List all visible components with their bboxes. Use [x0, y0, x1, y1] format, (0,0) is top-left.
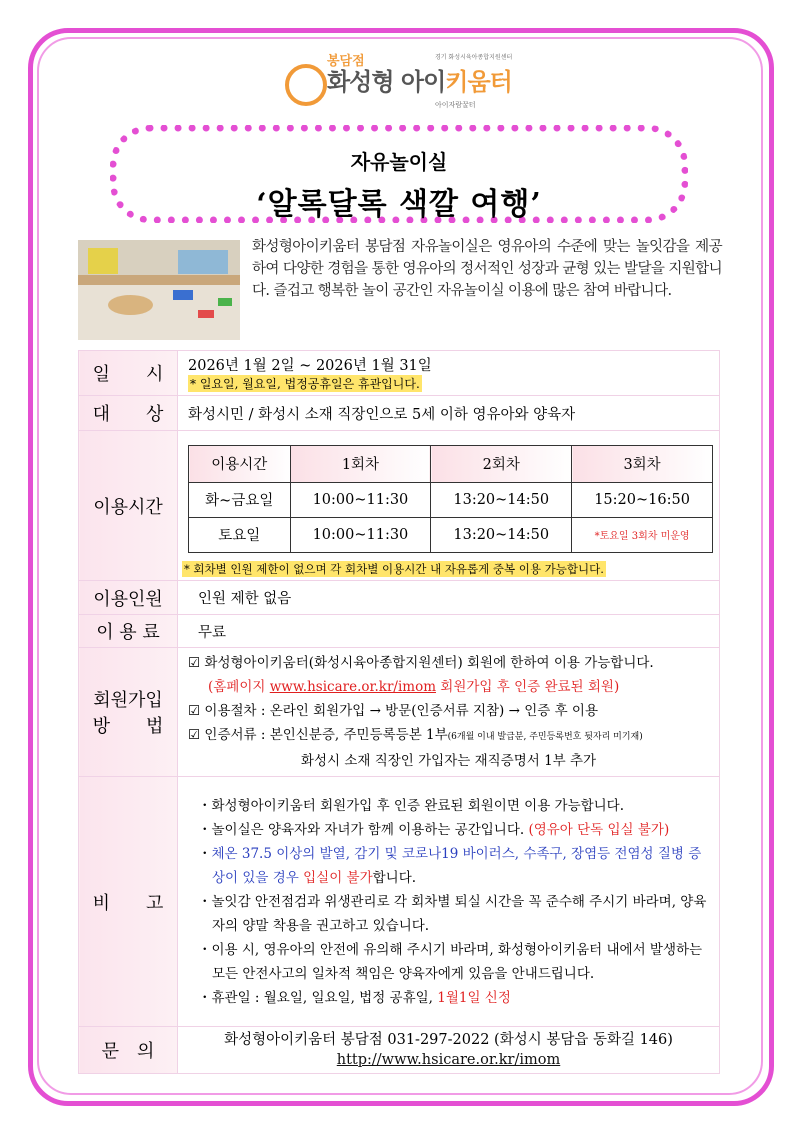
join-item: 화성시 소재 직장인 가입자는 재직증명서 1부 추가	[300, 753, 597, 769]
schedule-cell: 토요일	[189, 517, 291, 552]
label-join	[79, 648, 178, 777]
schedule-header: 이용시간	[189, 445, 291, 482]
schedule-cell: 13:20~14:50	[431, 482, 572, 517]
info-table	[78, 350, 720, 1074]
contact-info: 화성형아이키움터 봉담점 031-297-2022 (화성시 봉담읍 동화길 146)	[224, 1032, 673, 1048]
smiley-face-icon	[285, 64, 327, 106]
note-item: 화성형아이키움터 회원가입 후 인증 완료된 회원이면 이용 가능합니다.	[211, 797, 625, 814]
label-capacity: 이용인원	[79, 581, 178, 615]
logo-name-b: 키움터	[445, 68, 512, 96]
checkbox-icon: ☑	[188, 655, 201, 671]
note-item: 휴관일 : 월요일, 일요일, 법정 공휴일,	[211, 989, 438, 1006]
intro-text: 화성형아이키움터 봉담점 자유놀이실은 영유아의 수준에 맞는 놀잇감을 제공하여 다양한 경험을 통한 영유아의 정서적인 성장과 균형 있는 발달을 지원합니다. 즐겁고 행복한 놀이 공간인 자유놀이실 이용에 많은 참여 바랍니다.	[252, 239, 722, 299]
title-line2: ‘알록달록 색깔 여행’	[256, 187, 542, 222]
bullet: ・	[198, 797, 212, 814]
logo-name	[327, 68, 512, 96]
title-box	[110, 125, 688, 223]
join-item: 이용절차 : 온라인 회원가입 → 방문(인증서류 지참) → 인증 후 이용	[204, 703, 599, 719]
note-item: 놀잇감 안전점검과 위생관리로 각 회차별 퇴실 시간을 꼭 준수해 주시기 바라며, 양육자의 양말 착용을 권고하고 있습니다.	[211, 893, 707, 934]
schedule-cell: 13:20~14:50	[431, 517, 572, 552]
note-item: 이용 시, 영유아의 안전에 유의해 주시기 바라며, 화성형아이키움터 내에서 발생하는 모든 안전사고의 일차적 책임은 양육자에게 있음을 안내드립니다.	[211, 941, 703, 982]
label-contact: 문 의	[79, 1027, 178, 1074]
schedule-cell: 10:00~11:30	[290, 482, 431, 517]
label-fee: 이 용 료	[79, 615, 178, 648]
logo-name-a: 화성형 아이	[327, 68, 446, 96]
logo	[285, 48, 545, 114]
schedule-table	[188, 445, 713, 553]
capacity-value: 인원 제한 없음	[178, 581, 720, 615]
label-join-2: 방 법	[92, 716, 164, 737]
hours-note: * 회차별 인원 제한이 없으며 각 회차별 이용시간 내 자유롭게 중복 이용 가능합니다.	[184, 561, 604, 576]
logo-tagline: 아이자람꿀터	[435, 101, 476, 109]
note-warning: 입실이 불가	[303, 869, 373, 886]
schedule-header: 3회차	[572, 445, 713, 482]
fee-value: 무료	[178, 615, 720, 648]
label-join-1: 회원가입	[93, 690, 163, 711]
title-line1: 자유놀이실	[350, 150, 448, 174]
note-warning: (영유아 단독 입실 불가)	[528, 821, 670, 838]
checkbox-icon: ☑	[188, 727, 201, 743]
join-small: (6개월 이내 발급분, 주민등록번호 뒷자리 미기재)	[447, 732, 643, 742]
schedule-header: 2회차	[431, 445, 572, 482]
contact-link[interactable]: http://www.hsicare.or.kr/imom	[336, 1052, 561, 1068]
label-date: 일 시	[79, 351, 178, 396]
join-sub: 회원가입 후 인증 완료된 회원)	[436, 679, 620, 695]
logo-branch: 봉담점	[327, 54, 365, 69]
schedule-cell: 15:20~16:50	[572, 482, 713, 517]
label-target: 대 상	[79, 396, 178, 431]
bullet: ・	[198, 941, 212, 958]
join-item: 화성형아이키움터(화성시육아종합지원센터) 회원에 한하여 이용 가능합니다.	[204, 655, 654, 671]
org-logo: 경기 화성시육아종합지원센터	[435, 54, 513, 61]
checkbox-icon: ☑	[188, 703, 201, 719]
note-item: 놀이실은 양육자와 자녀가 함께 이용하는 공간입니다.	[211, 821, 529, 838]
join-sub: (홈페이지	[208, 679, 270, 695]
label-hours: 이용시간	[79, 431, 178, 581]
schedule-cell: 10:00~11:30	[290, 517, 431, 552]
target-value: 화성시민 / 화성시 소재 직장인으로 5세 이하 영유아와 양육자	[178, 396, 720, 431]
schedule-cell: *토요일 3회차 미운영	[572, 517, 713, 552]
note-warning: 1월1일 신정	[437, 989, 511, 1006]
label-notes: 비 고	[79, 777, 178, 1027]
schedule-cell: 화~금요일	[189, 482, 291, 517]
schedule-header: 1회차	[290, 445, 431, 482]
join-item: 인증서류 : 본인신분증, 주민등록등본 1부	[204, 727, 448, 743]
bullet: ・	[198, 845, 212, 862]
homepage-link[interactable]: www.hsicare.or.kr/imom	[269, 679, 436, 695]
note-item: 체온 37.5 이상의 발열, 감기 및 코로나19 바이러스, 수족구, 장염등 전염성 질병 증상이 있을 경우	[211, 845, 702, 886]
bullet: ・	[198, 989, 212, 1006]
bullet: ・	[198, 893, 212, 910]
note-item: 합니다.	[372, 869, 417, 886]
notes-list	[188, 794, 709, 1010]
date-value: 2026년 1월 2일 ~ 2026년 1월 31일	[188, 358, 432, 374]
playroom-photo	[78, 240, 240, 340]
date-note: * 일요일, 월요일, 법정공휴일은 휴관입니다.	[190, 377, 420, 391]
bullet: ・	[198, 821, 212, 838]
